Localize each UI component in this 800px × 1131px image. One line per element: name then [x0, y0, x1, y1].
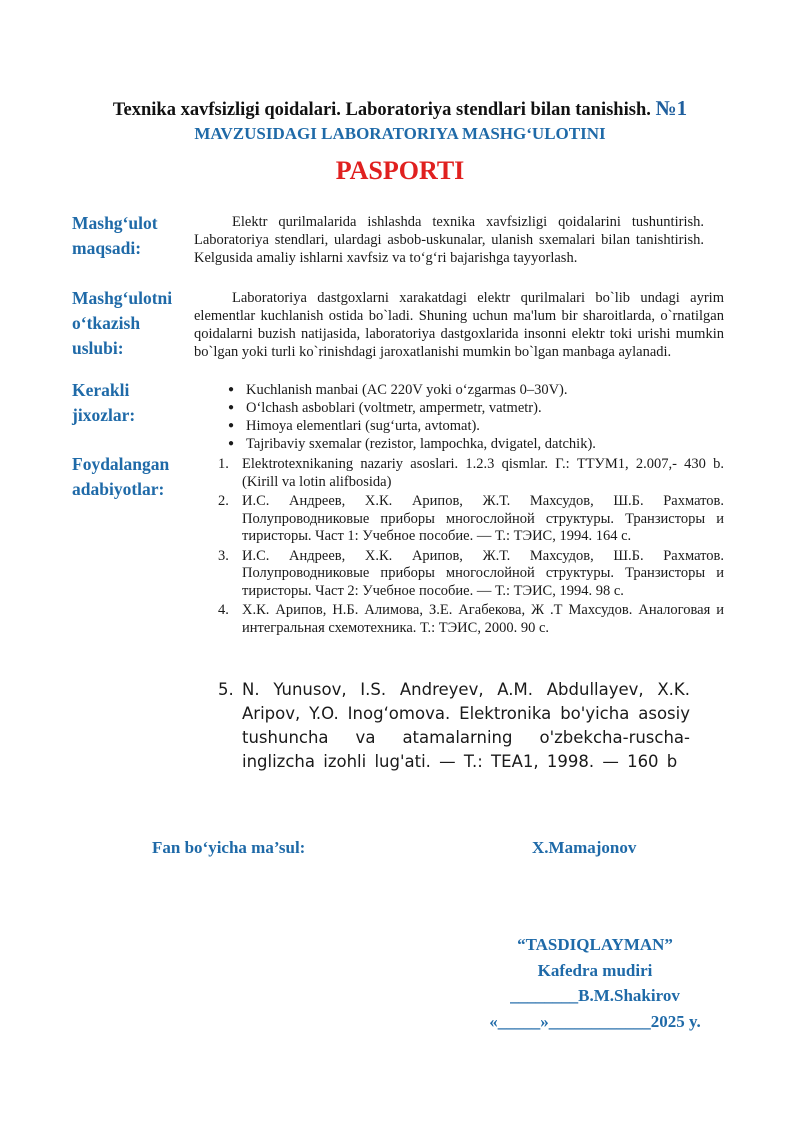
ref-number: 3.	[218, 547, 229, 564]
goal-label-line2: maqsadi:	[72, 238, 142, 258]
list-item	[214, 548, 724, 601]
ref-text: N. Yunusov, I.S. Andreyev, A.M. Abdullayev, X.K. Aripov, Y.O. Inog‘omova. Elektronika bo'yicha asosiy tushuncha va atamalarning o'zbekcha-ruscha-inglizcha izohli lug'ati. — T.: TEA1, 1998. — 160 b	[242, 680, 690, 771]
list-item	[214, 678, 690, 774]
method-label-line1: Mashg‘ulotni	[72, 288, 173, 308]
references-label-line2: adabiyotlar:	[72, 479, 165, 499]
method-label	[72, 286, 192, 361]
ref-number: 1.	[218, 456, 229, 472]
document-title	[0, 96, 800, 121]
goal-label-line1: Mashg‘ulot	[72, 213, 158, 233]
method-label-line3: uslubi:	[72, 338, 124, 358]
title-number: №1	[655, 96, 688, 120]
document-heading-pasporti: PASPORTI	[335, 156, 465, 185]
list-item	[214, 602, 724, 637]
equipment-list	[226, 381, 706, 453]
ref-text: И.С. Андреев, Х.К. Арипов, Ж.Т. Махсудов, Ш.Б. Рахматов. Полупроводниковые приборы многослойной структуры. Транзисторы и тиристоры. Част 2: Учебное пособие. — Т.: ТЭИС, 1994. 98 с.	[242, 547, 724, 599]
list-item: ● Tajribaviy sxemalar (rezistor, lampochka, dvigatel, datchik).	[226, 435, 706, 453]
equipment-label-line1: Kerakli	[72, 380, 130, 400]
approval-title: “TASDIQLAYMAN”	[517, 935, 673, 954]
responsible-name: X.Mamajonov	[532, 838, 637, 857]
approval-position: Kafedra mudiri	[537, 960, 653, 980]
ref-number: 4.	[218, 602, 229, 618]
equipment-label	[72, 378, 192, 428]
ref-text: Elektrotexnikaning nazariy asoslari. 1.2.3 qismlar. Г.: ТТУМ1, 2.007,- 430 b. (Kirill va lotin alifbosida)	[242, 456, 724, 490]
method-text: Laboratoriya dastgoxlarni xarakatdagi elektr qurilmalari bo`lib undagi ayrim elementlar kuchlanish ostida bo`ladi. Shuning uchun ma'lum bir sharoitlarda, o`rnatilgan qoidalarni buzish natijasida, laboratoriya dastgoxlarida insonni elektr toki urishi mumkin bo`lgan yoki turli ko`rinishdagi jaroxatlanishi mumkin bo`lgan manbaga aylanadi.	[194, 290, 724, 360]
references-label-line1: Foydalangan	[72, 454, 170, 474]
responsible-role: Fan bo‘yicha ma’sul:	[152, 838, 306, 857]
references-label	[72, 452, 192, 502]
ref-text: И.С. Андреев, Х.К. Арипов, Ж.Т. Махсудов, Ш.Б. Рахматов. Полупроводниковые приборы многослойной структуры. Транзисторы и тиристоры. Част 1: Учебное пособие. — Т.: ТЭИС, 1994. 164 с.	[242, 493, 724, 544]
document-subtitle: MAVZUSIDAGI LABORATORIYA MASHG‘ULOTINI	[194, 124, 606, 143]
ref-number: 2.	[218, 493, 229, 509]
references-list	[214, 456, 724, 639]
title-text: Texnika xavfsizligi qoidalari. Laboratoriya stendlari bilan tanishish.	[112, 100, 651, 120]
list-item	[214, 456, 724, 491]
list-item: ● Kuchlanish manbai (AC 220V yoki o‘zgarmas 0–30V).	[226, 381, 706, 399]
method-label-line2: o‘tkazish	[72, 313, 141, 333]
list-item: ● Himoya elementlari (sug‘urta, avtomat).	[226, 417, 706, 435]
ref-text: Х.К. Арипов, Н.Б. Алимова, З.Е. Агабекова, Ж .Т Махсудов. Аналоговая и интегральная схемотехника. Т.: ТЭИС, 2000. 90 с.	[242, 602, 724, 636]
approval-date-line: «_____»____________2025 y.	[489, 1011, 701, 1031]
approval-block	[470, 932, 720, 1034]
goal-text: Elektr qurilmalarida ishlashda texnika xavfsizligi qoidalarini tushuntirish. Laboratoriya stendlari, ulardagi asbob-uskunalar, ulanish sxemalari bilan tanishtirish. Kelgusida amaliy ishlarni xavfsiz va to‘g‘ri bajarishga tayyorlash.	[194, 214, 704, 266]
list-item	[214, 493, 724, 546]
goal-label	[72, 211, 192, 261]
list-item: ● O‘lchash asboblari (voltmetr, ampermetr, vatmetr).	[226, 399, 706, 417]
equipment-label-line2: jixozlar:	[72, 405, 136, 425]
approval-signature-line: ________B.M.Shakirov	[510, 986, 680, 1005]
ref-number: 5.	[218, 680, 234, 699]
